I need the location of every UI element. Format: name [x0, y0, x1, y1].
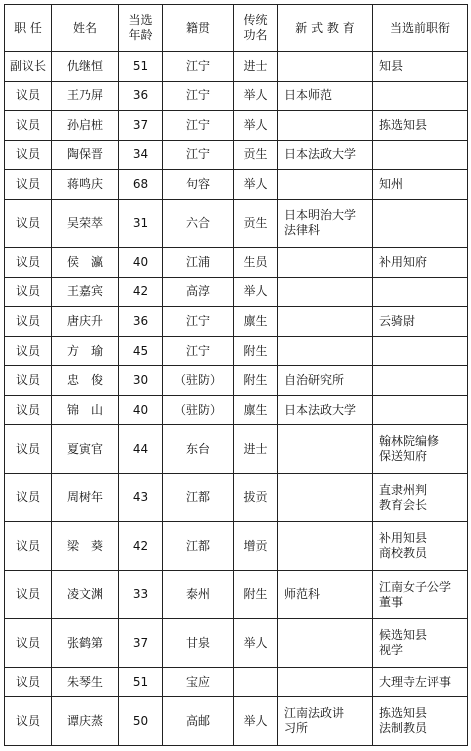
cell-age: 37 [119, 619, 163, 668]
cell-role: 议员 [5, 81, 52, 111]
cell-education: 日本法政大学 [278, 395, 373, 425]
header-role: 职 任 [5, 5, 52, 52]
table-row [5, 425, 468, 474]
cell-traditional-title: 廪生 [234, 395, 278, 425]
cell-origin: 高淳 [163, 277, 234, 307]
cell-name: 吴荣萃 [52, 199, 119, 248]
cell-role: 议员 [5, 336, 52, 366]
cell-name: 唐庆升 [52, 307, 119, 337]
header-title: 传统 功名 [234, 5, 278, 52]
cell-prior-post [373, 199, 468, 248]
cell-age: 42 [119, 277, 163, 307]
cell-origin: （驻防） [163, 366, 234, 396]
cell-age: 30 [119, 366, 163, 396]
cell-age: 51 [119, 667, 163, 697]
cell-prior-post: 知县 [373, 52, 468, 82]
table-row [5, 140, 468, 170]
cell-education [278, 619, 373, 668]
cell-traditional-title: 举人 [234, 81, 278, 111]
cell-name: 周树年 [52, 473, 119, 522]
cell-origin: （驻防） [163, 395, 234, 425]
cell-prior-post: 直隶州判 教育会长 [373, 473, 468, 522]
cell-education: 自治研究所 [278, 366, 373, 396]
cell-age: 34 [119, 140, 163, 170]
cell-age: 42 [119, 522, 163, 571]
cell-age: 68 [119, 170, 163, 200]
cell-origin: 江浦 [163, 248, 234, 278]
cell-education [278, 425, 373, 474]
cell-origin: 江宁 [163, 52, 234, 82]
table-row [5, 52, 468, 82]
cell-name: 凌文渊 [52, 570, 119, 619]
cell-traditional-title [234, 667, 278, 697]
cell-traditional-title: 生员 [234, 248, 278, 278]
header-age: 当选 年龄 [119, 5, 163, 52]
cell-traditional-title: 举人 [234, 277, 278, 307]
cell-prior-post: 拣选知县 [373, 111, 468, 141]
cell-age: 33 [119, 570, 163, 619]
cell-role: 副议长 [5, 52, 52, 82]
cell-role: 议员 [5, 473, 52, 522]
cell-prior-post [373, 140, 468, 170]
cell-traditional-title: 附生 [234, 366, 278, 396]
cell-prior-post: 翰林院编修 保送知府 [373, 425, 468, 474]
cell-name: 梁 葵 [52, 522, 119, 571]
cell-traditional-title: 增贡 [234, 522, 278, 571]
cell-name: 张鹤第 [52, 619, 119, 668]
table-row [5, 170, 468, 200]
cell-education [278, 170, 373, 200]
table-row [5, 366, 468, 396]
cell-education: 日本明治大学 法律科 [278, 199, 373, 248]
cell-origin: 句容 [163, 170, 234, 200]
cell-name: 朱琴生 [52, 667, 119, 697]
cell-name: 王乃屏 [52, 81, 119, 111]
cell-name: 夏寅官 [52, 425, 119, 474]
cell-age: 43 [119, 473, 163, 522]
cell-traditional-title: 举人 [234, 697, 278, 746]
cell-education: 江南法政讲 习所 [278, 697, 373, 746]
cell-traditional-title: 附生 [234, 570, 278, 619]
table-row [5, 619, 468, 668]
cell-name: 孙启桩 [52, 111, 119, 141]
cell-traditional-title: 贡生 [234, 199, 278, 248]
table-body [5, 52, 468, 746]
cell-name: 忠 俊 [52, 366, 119, 396]
cell-age: 44 [119, 425, 163, 474]
cell-traditional-title: 举人 [234, 170, 278, 200]
cell-origin: 江都 [163, 473, 234, 522]
cell-role: 议员 [5, 395, 52, 425]
cell-role: 议员 [5, 111, 52, 141]
cell-education [278, 248, 373, 278]
table-row [5, 248, 468, 278]
cell-role: 议员 [5, 667, 52, 697]
cell-age: 31 [119, 199, 163, 248]
header-name: 姓名 [52, 5, 119, 52]
cell-prior-post: 拣选知县 法制教员 [373, 697, 468, 746]
cell-traditional-title: 附生 [234, 336, 278, 366]
cell-age: 37 [119, 111, 163, 141]
cell-education: 日本法政大学 [278, 140, 373, 170]
table-row [5, 307, 468, 337]
header-prior-post: 当选前职衔 [373, 5, 468, 52]
cell-prior-post [373, 277, 468, 307]
table-row [5, 277, 468, 307]
cell-name: 侯 瀛 [52, 248, 119, 278]
cell-role: 议员 [5, 277, 52, 307]
cell-role: 议员 [5, 199, 52, 248]
cell-prior-post: 补用知府 [373, 248, 468, 278]
cell-origin: 江宁 [163, 307, 234, 337]
cell-role: 议员 [5, 307, 52, 337]
cell-role: 议员 [5, 170, 52, 200]
cell-origin: 江宁 [163, 336, 234, 366]
cell-education [278, 52, 373, 82]
cell-traditional-title: 举人 [234, 619, 278, 668]
cell-origin: 高邮 [163, 697, 234, 746]
cell-origin: 宝应 [163, 667, 234, 697]
cell-age: 40 [119, 248, 163, 278]
cell-origin: 江宁 [163, 140, 234, 170]
table-row [5, 473, 468, 522]
table-row [5, 570, 468, 619]
cell-education [278, 307, 373, 337]
cell-prior-post: 云骑尉 [373, 307, 468, 337]
cell-role: 议员 [5, 248, 52, 278]
cell-prior-post [373, 336, 468, 366]
cell-name: 仇继恒 [52, 52, 119, 82]
cell-prior-post: 补用知县 商校教员 [373, 522, 468, 571]
cell-prior-post: 大理寺左评事 [373, 667, 468, 697]
table-row [5, 199, 468, 248]
cell-age: 36 [119, 307, 163, 337]
cell-prior-post: 江南女子公学 董事 [373, 570, 468, 619]
members-table [4, 4, 468, 746]
cell-role: 议员 [5, 522, 52, 571]
cell-name: 谭庆蒸 [52, 697, 119, 746]
cell-traditional-title: 廪生 [234, 307, 278, 337]
cell-education [278, 522, 373, 571]
cell-traditional-title: 进士 [234, 425, 278, 474]
cell-traditional-title: 贡生 [234, 140, 278, 170]
header-origin: 籍贯 [163, 5, 234, 52]
table-row [5, 336, 468, 366]
cell-age: 50 [119, 697, 163, 746]
table-header [5, 5, 468, 52]
cell-role: 议员 [5, 619, 52, 668]
cell-name: 方 瑜 [52, 336, 119, 366]
cell-education [278, 336, 373, 366]
cell-age: 51 [119, 52, 163, 82]
cell-education [278, 667, 373, 697]
cell-name: 锦 山 [52, 395, 119, 425]
cell-prior-post [373, 81, 468, 111]
cell-traditional-title: 举人 [234, 111, 278, 141]
cell-role: 议员 [5, 425, 52, 474]
cell-origin: 江宁 [163, 81, 234, 111]
table-row [5, 111, 468, 141]
table-row [5, 81, 468, 111]
cell-age: 40 [119, 395, 163, 425]
table-row [5, 697, 468, 746]
cell-education [278, 277, 373, 307]
cell-education: 日本师范 [278, 81, 373, 111]
cell-origin: 甘泉 [163, 619, 234, 668]
cell-education: 师范科 [278, 570, 373, 619]
table-row [5, 667, 468, 697]
cell-prior-post [373, 395, 468, 425]
cell-prior-post: 候选知县 视学 [373, 619, 468, 668]
cell-education [278, 111, 373, 141]
cell-age: 45 [119, 336, 163, 366]
table-row [5, 395, 468, 425]
cell-prior-post: 知州 [373, 170, 468, 200]
cell-origin: 江都 [163, 522, 234, 571]
cell-origin: 六合 [163, 199, 234, 248]
header-education: 新 式 教 育 [278, 5, 373, 52]
cell-name: 王嘉宾 [52, 277, 119, 307]
cell-name: 陶保晋 [52, 140, 119, 170]
cell-role: 议员 [5, 697, 52, 746]
cell-role: 议员 [5, 366, 52, 396]
cell-traditional-title: 拔贡 [234, 473, 278, 522]
cell-origin: 江宁 [163, 111, 234, 141]
cell-name: 蒋鸣庆 [52, 170, 119, 200]
cell-prior-post [373, 366, 468, 396]
cell-role: 议员 [5, 140, 52, 170]
cell-origin: 东台 [163, 425, 234, 474]
cell-traditional-title: 进士 [234, 52, 278, 82]
table-row [5, 522, 468, 571]
cell-education [278, 473, 373, 522]
cell-role: 议员 [5, 570, 52, 619]
cell-age: 36 [119, 81, 163, 111]
cell-origin: 泰州 [163, 570, 234, 619]
